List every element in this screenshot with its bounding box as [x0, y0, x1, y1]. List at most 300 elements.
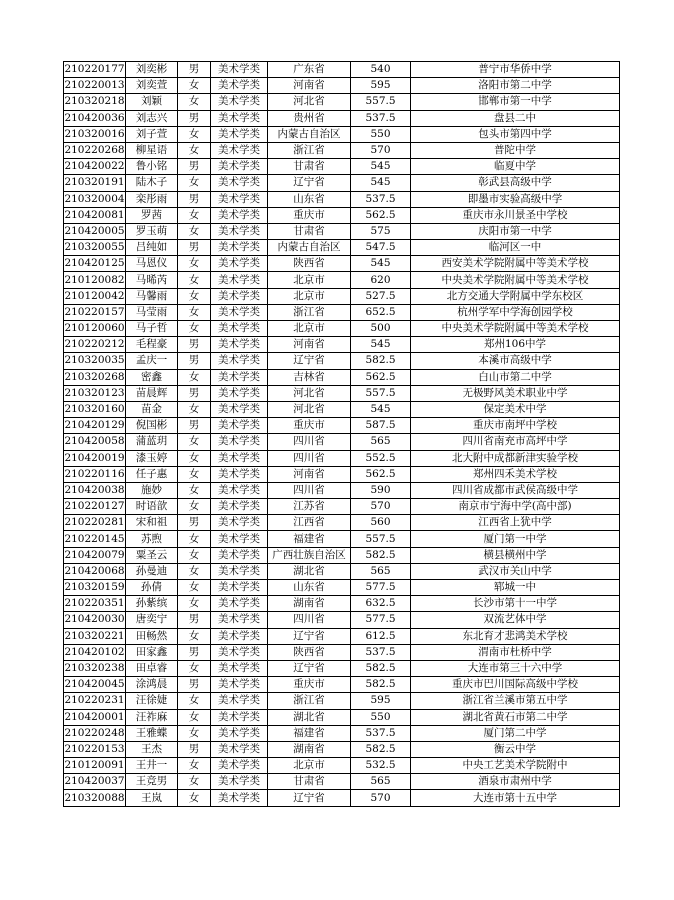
gender-cell: 女 [178, 709, 211, 725]
major-cell: 美术学类 [211, 758, 268, 774]
school-cell: 北大附中成都新津实验学校 [411, 450, 620, 466]
gender-cell: 男 [178, 385, 211, 401]
gender-cell: 女 [178, 547, 211, 563]
table-row [64, 580, 620, 596]
school-cell: 普陀中学 [411, 142, 620, 158]
table-row [64, 466, 620, 482]
gender-cell: 女 [178, 531, 211, 547]
major-cell: 美术学类 [211, 693, 268, 709]
student-name-cell: 涂鸿晨 [126, 677, 178, 693]
score-cell: 500 [351, 321, 411, 337]
school-cell: 四川省南充市高坪中学 [411, 434, 620, 450]
exam-id-cell: 210320238 [64, 660, 126, 676]
table-row [64, 612, 620, 628]
exam-id-cell: 210320016 [64, 126, 126, 142]
admission-roster-table [63, 61, 620, 807]
student-name-cell: 苏煦 [126, 531, 178, 547]
student-name-cell: 陆木子 [126, 175, 178, 191]
gender-cell: 女 [178, 272, 211, 288]
student-name-cell: 刘颖 [126, 94, 178, 110]
table-row [64, 78, 620, 94]
school-cell: 洛阳市第二中学 [411, 78, 620, 94]
score-cell: 545 [351, 337, 411, 353]
score-cell: 612.5 [351, 628, 411, 644]
table-row [64, 531, 620, 547]
gender-cell: 女 [178, 693, 211, 709]
school-cell: 北方交通大学附属中学东校区 [411, 288, 620, 304]
exam-id-cell: 210220212 [64, 337, 126, 353]
table-row [64, 207, 620, 223]
score-cell: 560 [351, 515, 411, 531]
table-row [64, 725, 620, 741]
exam-id-cell: 210220248 [64, 725, 126, 741]
score-cell: 562.5 [351, 207, 411, 223]
score-cell: 570 [351, 499, 411, 515]
province-cell: 江西省 [268, 515, 351, 531]
exam-id-cell: 210220231 [64, 693, 126, 709]
province-cell: 内蒙古自治区 [268, 240, 351, 256]
gender-cell: 男 [178, 741, 211, 757]
score-cell: 547.5 [351, 240, 411, 256]
school-cell: 郓城一中 [411, 580, 620, 596]
student-name-cell: 刘子萱 [126, 126, 178, 142]
gender-cell: 女 [178, 774, 211, 790]
school-cell: 重庆市永川景圣中学校 [411, 207, 620, 223]
exam-id-cell: 210420037 [64, 774, 126, 790]
score-cell: 562.5 [351, 466, 411, 482]
exam-id-cell: 210320123 [64, 385, 126, 401]
exam-id-cell: 210120060 [64, 321, 126, 337]
exam-id-cell: 210220268 [64, 142, 126, 158]
province-cell: 广西壮族自治区 [268, 547, 351, 563]
province-cell: 内蒙古自治区 [268, 126, 351, 142]
gender-cell: 女 [178, 628, 211, 644]
major-cell: 美术学类 [211, 596, 268, 612]
province-cell: 河南省 [268, 337, 351, 353]
school-cell: 长沙市第十一中学 [411, 596, 620, 612]
table-row [64, 94, 620, 110]
score-cell: 582.5 [351, 547, 411, 563]
major-cell: 美术学类 [211, 78, 268, 94]
table-row [64, 499, 620, 515]
major-cell: 美术学类 [211, 709, 268, 725]
gender-cell: 男 [178, 240, 211, 256]
exam-id-cell: 210420001 [64, 709, 126, 725]
major-cell: 美术学类 [211, 110, 268, 126]
school-cell: 湖北省黄石市第二中学 [411, 709, 620, 725]
province-cell: 河北省 [268, 385, 351, 401]
school-cell: 郑州106中学 [411, 337, 620, 353]
table-row [64, 256, 620, 272]
province-cell: 山东省 [268, 191, 351, 207]
gender-cell: 女 [178, 223, 211, 239]
gender-cell: 女 [178, 207, 211, 223]
student-name-cell: 鲁小铭 [126, 159, 178, 175]
table-row [64, 321, 620, 337]
table-row [64, 304, 620, 320]
province-cell: 江苏省 [268, 499, 351, 515]
major-cell: 美术学类 [211, 499, 268, 515]
province-cell: 四川省 [268, 434, 351, 450]
school-cell: 渭南市杜桥中学 [411, 644, 620, 660]
exam-id-cell: 210420079 [64, 547, 126, 563]
score-cell: 595 [351, 78, 411, 94]
score-cell: 587.5 [351, 418, 411, 434]
table-row [64, 159, 620, 175]
gender-cell: 女 [178, 175, 211, 191]
school-cell: 无极野风美术职业中学 [411, 385, 620, 401]
exam-id-cell: 210420019 [64, 450, 126, 466]
exam-id-cell: 210120042 [64, 288, 126, 304]
table-row [64, 790, 620, 806]
school-cell: 武汉市关山中学 [411, 563, 620, 579]
exam-id-cell: 210220157 [64, 304, 126, 320]
exam-id-cell: 210320221 [64, 628, 126, 644]
student-name-cell: 任子惠 [126, 466, 178, 482]
major-cell: 美术学类 [211, 321, 268, 337]
gender-cell: 女 [178, 596, 211, 612]
province-cell: 河北省 [268, 401, 351, 417]
major-cell: 美术学类 [211, 725, 268, 741]
student-name-cell: 王竞男 [126, 774, 178, 790]
student-name-cell: 马子哲 [126, 321, 178, 337]
table-row [64, 369, 620, 385]
major-cell: 美术学类 [211, 790, 268, 806]
student-name-cell: 苗金 [126, 401, 178, 417]
exam-id-cell: 210220013 [64, 78, 126, 94]
table-row [64, 660, 620, 676]
gender-cell: 女 [178, 142, 211, 158]
student-name-cell: 施妙 [126, 482, 178, 498]
table-row [64, 175, 620, 191]
school-cell: 本溪市高级中学 [411, 353, 620, 369]
gender-cell: 男 [178, 677, 211, 693]
table-row [64, 401, 620, 417]
gender-cell: 男 [178, 418, 211, 434]
table-row [64, 223, 620, 239]
gender-cell: 女 [178, 580, 211, 596]
province-cell: 辽宁省 [268, 628, 351, 644]
exam-id-cell: 210320004 [64, 191, 126, 207]
school-cell: 南京市宁海中学(高中部) [411, 499, 620, 515]
student-name-cell: 马恩仪 [126, 256, 178, 272]
school-cell: 西安美术学院附属中等美术学校 [411, 256, 620, 272]
student-name-cell: 时语歆 [126, 499, 178, 515]
province-cell: 甘肃省 [268, 774, 351, 790]
table-row [64, 450, 620, 466]
major-cell: 美术学类 [211, 191, 268, 207]
score-cell: 527.5 [351, 288, 411, 304]
table-row [64, 110, 620, 126]
exam-id-cell: 210320268 [64, 369, 126, 385]
student-name-cell: 蒲蓝玥 [126, 434, 178, 450]
school-cell: 临夏中学 [411, 159, 620, 175]
gender-cell: 男 [178, 110, 211, 126]
school-cell: 庆阳市第一中学 [411, 223, 620, 239]
roster-body [64, 62, 620, 807]
province-cell: 重庆市 [268, 677, 351, 693]
exam-id-cell: 210220351 [64, 596, 126, 612]
exam-id-cell: 210420102 [64, 644, 126, 660]
score-cell: 562.5 [351, 369, 411, 385]
gender-cell: 女 [178, 482, 211, 498]
major-cell: 美术学类 [211, 288, 268, 304]
table-row [64, 62, 620, 78]
school-cell: 东北育才悲鸿美术学校 [411, 628, 620, 644]
gender-cell: 男 [178, 644, 211, 660]
exam-id-cell: 210220177 [64, 62, 126, 78]
major-cell: 美术学类 [211, 94, 268, 110]
score-cell: 582.5 [351, 353, 411, 369]
school-cell: 双流艺体中学 [411, 612, 620, 628]
student-name-cell: 密鑫 [126, 369, 178, 385]
school-cell: 邯郸市第一中学 [411, 94, 620, 110]
score-cell: 570 [351, 790, 411, 806]
major-cell: 美术学类 [211, 547, 268, 563]
table-row [64, 547, 620, 563]
student-name-cell: 孟庆一 [126, 353, 178, 369]
score-cell: 557.5 [351, 531, 411, 547]
province-cell: 湖南省 [268, 596, 351, 612]
school-cell: 重庆市巴川国际高级中学校 [411, 677, 620, 693]
exam-id-cell: 210420036 [64, 110, 126, 126]
province-cell: 陕西省 [268, 644, 351, 660]
gender-cell: 女 [178, 466, 211, 482]
school-cell: 重庆市南坪中学校 [411, 418, 620, 434]
gender-cell: 女 [178, 126, 211, 142]
major-cell: 美术学类 [211, 466, 268, 482]
table-row [64, 191, 620, 207]
major-cell: 美术学类 [211, 580, 268, 596]
school-cell: 酒泉市肃州中学 [411, 774, 620, 790]
school-cell: 盘县二中 [411, 110, 620, 126]
province-cell: 湖南省 [268, 741, 351, 757]
province-cell: 福建省 [268, 531, 351, 547]
student-name-cell: 王杰 [126, 741, 178, 757]
exam-id-cell: 210320160 [64, 401, 126, 417]
student-name-cell: 毛程豪 [126, 337, 178, 353]
exam-id-cell: 210420045 [64, 677, 126, 693]
exam-id-cell: 210320218 [64, 94, 126, 110]
score-cell: 552.5 [351, 450, 411, 466]
student-name-cell: 柳星语 [126, 142, 178, 158]
exam-id-cell: 210220281 [64, 515, 126, 531]
score-cell: 582.5 [351, 660, 411, 676]
student-name-cell: 王井一 [126, 758, 178, 774]
major-cell: 美术学类 [211, 660, 268, 676]
student-name-cell: 罗茜 [126, 207, 178, 223]
school-cell: 郑州四禾美术学校 [411, 466, 620, 482]
table-row [64, 563, 620, 579]
table-row [64, 628, 620, 644]
province-cell: 甘肃省 [268, 159, 351, 175]
table-row [64, 693, 620, 709]
table-row [64, 482, 620, 498]
table-row [64, 434, 620, 450]
exam-id-cell: 210120091 [64, 758, 126, 774]
exam-id-cell: 210420022 [64, 159, 126, 175]
gender-cell: 女 [178, 401, 211, 417]
score-cell: 557.5 [351, 94, 411, 110]
major-cell: 美术学类 [211, 62, 268, 78]
province-cell: 北京市 [268, 288, 351, 304]
school-cell: 大连市第三十六中学 [411, 660, 620, 676]
student-name-cell: 宋和祖 [126, 515, 178, 531]
province-cell: 甘肃省 [268, 223, 351, 239]
exam-id-cell: 210320035 [64, 353, 126, 369]
student-name-cell: 漆玉婷 [126, 450, 178, 466]
student-name-cell: 吕纯如 [126, 240, 178, 256]
school-cell: 彰武县高级中学 [411, 175, 620, 191]
school-cell: 中央工艺美术学院附中 [411, 758, 620, 774]
table-row [64, 353, 620, 369]
major-cell: 美术学类 [211, 304, 268, 320]
major-cell: 美术学类 [211, 126, 268, 142]
table-row [64, 774, 620, 790]
gender-cell: 女 [178, 563, 211, 579]
major-cell: 美术学类 [211, 142, 268, 158]
table-row [64, 741, 620, 757]
student-name-cell: 栾彤雨 [126, 191, 178, 207]
table-row [64, 677, 620, 693]
school-cell: 临河区一中 [411, 240, 620, 256]
province-cell: 四川省 [268, 612, 351, 628]
student-name-cell: 马晞芮 [126, 272, 178, 288]
student-name-cell: 王雅蝶 [126, 725, 178, 741]
gender-cell: 男 [178, 337, 211, 353]
major-cell: 美术学类 [211, 434, 268, 450]
school-cell: 横县横州中学 [411, 547, 620, 563]
gender-cell: 女 [178, 450, 211, 466]
score-cell: 537.5 [351, 110, 411, 126]
province-cell: 湖北省 [268, 563, 351, 579]
province-cell: 辽宁省 [268, 353, 351, 369]
major-cell: 美术学类 [211, 482, 268, 498]
exam-id-cell: 210420129 [64, 418, 126, 434]
student-name-cell: 苗晨辉 [126, 385, 178, 401]
major-cell: 美术学类 [211, 450, 268, 466]
school-cell: 大连市第十五中学 [411, 790, 620, 806]
score-cell: 540 [351, 62, 411, 78]
major-cell: 美术学类 [211, 612, 268, 628]
gender-cell: 女 [178, 288, 211, 304]
province-cell: 辽宁省 [268, 660, 351, 676]
school-cell: 即墨市实验高级中学 [411, 191, 620, 207]
province-cell: 四川省 [268, 482, 351, 498]
student-name-cell: 孙紫缤 [126, 596, 178, 612]
table-row [64, 288, 620, 304]
student-name-cell: 粟圣云 [126, 547, 178, 563]
score-cell: 565 [351, 434, 411, 450]
major-cell: 美术学类 [211, 531, 268, 547]
major-cell: 美术学类 [211, 256, 268, 272]
score-cell: 582.5 [351, 677, 411, 693]
score-cell: 545 [351, 401, 411, 417]
gender-cell: 男 [178, 612, 211, 628]
province-cell: 湖北省 [268, 709, 351, 725]
province-cell: 重庆市 [268, 418, 351, 434]
major-cell: 美术学类 [211, 774, 268, 790]
table-row [64, 758, 620, 774]
student-name-cell: 倪国彬 [126, 418, 178, 434]
score-cell: 537.5 [351, 644, 411, 660]
gender-cell: 女 [178, 434, 211, 450]
exam-id-cell: 210320191 [64, 175, 126, 191]
major-cell: 美术学类 [211, 223, 268, 239]
table-row [64, 126, 620, 142]
exam-id-cell: 210220153 [64, 741, 126, 757]
score-cell: 545 [351, 175, 411, 191]
student-name-cell: 王岚 [126, 790, 178, 806]
province-cell: 福建省 [268, 725, 351, 741]
school-cell: 江西省上犹中学 [411, 515, 620, 531]
score-cell: 557.5 [351, 385, 411, 401]
school-cell: 包头市第四中学 [411, 126, 620, 142]
exam-id-cell: 210420125 [64, 256, 126, 272]
score-cell: 532.5 [351, 758, 411, 774]
school-cell: 衡云中学 [411, 741, 620, 757]
exam-id-cell: 210420081 [64, 207, 126, 223]
table-row [64, 709, 620, 725]
gender-cell: 女 [178, 725, 211, 741]
student-name-cell: 孙曼迪 [126, 563, 178, 579]
school-cell: 中央美术学院附属中等美术学校 [411, 321, 620, 337]
exam-id-cell: 210220116 [64, 466, 126, 482]
score-cell: 537.5 [351, 725, 411, 741]
student-name-cell: 刘奕彬 [126, 62, 178, 78]
province-cell: 北京市 [268, 272, 351, 288]
school-cell: 中央美术学院附属中等美术学校 [411, 272, 620, 288]
gender-cell: 男 [178, 191, 211, 207]
province-cell: 重庆市 [268, 207, 351, 223]
exam-id-cell: 210320055 [64, 240, 126, 256]
table-row [64, 596, 620, 612]
table-row [64, 272, 620, 288]
score-cell: 632.5 [351, 596, 411, 612]
province-cell: 陕西省 [268, 256, 351, 272]
school-cell: 厦门第一中学 [411, 531, 620, 547]
table-row [64, 142, 620, 158]
province-cell: 北京市 [268, 758, 351, 774]
gender-cell: 女 [178, 78, 211, 94]
gender-cell: 女 [178, 256, 211, 272]
gender-cell: 女 [178, 304, 211, 320]
exam-id-cell: 210420068 [64, 563, 126, 579]
student-name-cell: 田畅然 [126, 628, 178, 644]
gender-cell: 男 [178, 159, 211, 175]
major-cell: 美术学类 [211, 240, 268, 256]
major-cell: 美术学类 [211, 563, 268, 579]
major-cell: 美术学类 [211, 369, 268, 385]
major-cell: 美术学类 [211, 401, 268, 417]
major-cell: 美术学类 [211, 515, 268, 531]
exam-id-cell: 210420030 [64, 612, 126, 628]
student-name-cell: 刘志兴 [126, 110, 178, 126]
province-cell: 河北省 [268, 94, 351, 110]
score-cell: 537.5 [351, 191, 411, 207]
major-cell: 美术学类 [211, 385, 268, 401]
score-cell: 582.5 [351, 741, 411, 757]
gender-cell: 女 [178, 758, 211, 774]
score-cell: 590 [351, 482, 411, 498]
exam-id-cell: 210420058 [64, 434, 126, 450]
exam-id-cell: 210320088 [64, 790, 126, 806]
score-cell: 565 [351, 563, 411, 579]
province-cell: 北京市 [268, 321, 351, 337]
student-name-cell: 唐奕宁 [126, 612, 178, 628]
major-cell: 美术学类 [211, 418, 268, 434]
gender-cell: 女 [178, 499, 211, 515]
